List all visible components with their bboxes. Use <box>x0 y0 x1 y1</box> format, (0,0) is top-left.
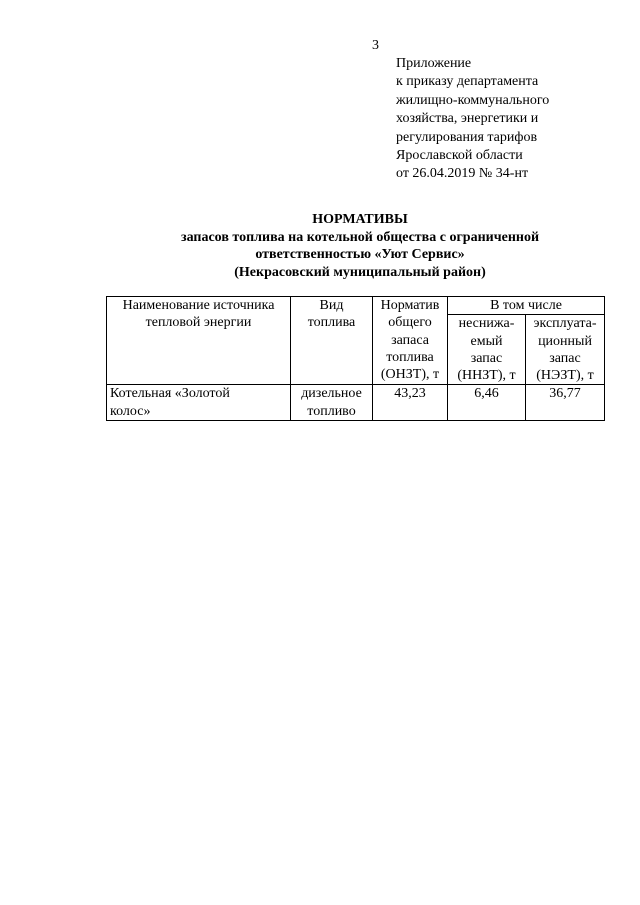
header-nezt: эксплуата- ционный запас (НЭЗТ), т <box>526 315 605 385</box>
table-header-row <box>107 297 605 315</box>
document-title: НОРМАТИВЫ <box>312 212 408 227</box>
appendix-line: регулирования тарифов <box>396 129 538 145</box>
appendix-line: Приложение <box>396 56 472 71</box>
cell-total-reserve: 43,23 <box>373 385 448 421</box>
appendix-line: Ярославской области <box>396 148 523 164</box>
table-row <box>107 385 605 421</box>
header-total-reserve: Норматив общего запаса топлива (ОНЗТ), т <box>373 297 448 385</box>
header-source: Наименование источника тепловой энергии <box>107 297 291 385</box>
appendix-line: от 26.04.2019 № 34-нт <box>396 166 529 182</box>
header-nnzt: неснижа- емый запас (ННЗТ), т <box>448 315 526 385</box>
header-including: В том числе <box>448 297 605 315</box>
header-fuel-type: Вид топлива <box>291 297 373 385</box>
document-subtitle-line: запасов топлива на котельной общества с ограниченной <box>180 229 540 245</box>
appendix-line: жилищно-коммунального <box>396 92 550 108</box>
page-number: 3 <box>372 38 379 53</box>
document-subtitle-line: ответственностью «Уют Сервис» <box>255 247 465 262</box>
appendix-line: хозяйства, энергетики и <box>396 111 539 127</box>
appendix-block <box>396 55 549 184</box>
cell-nnzt: 6,46 <box>448 385 526 421</box>
appendix-line: к приказу департамента <box>396 74 539 90</box>
document-heading <box>100 211 620 281</box>
norms-table <box>106 296 605 421</box>
cell-source: Котельная «Золотой колос» <box>107 385 291 421</box>
cell-fuel-type: дизельное топливо <box>291 385 373 421</box>
cell-nezt: 36,77 <box>526 385 605 421</box>
document-subtitle-line: (Некрасовский муниципальный район) <box>234 264 486 280</box>
